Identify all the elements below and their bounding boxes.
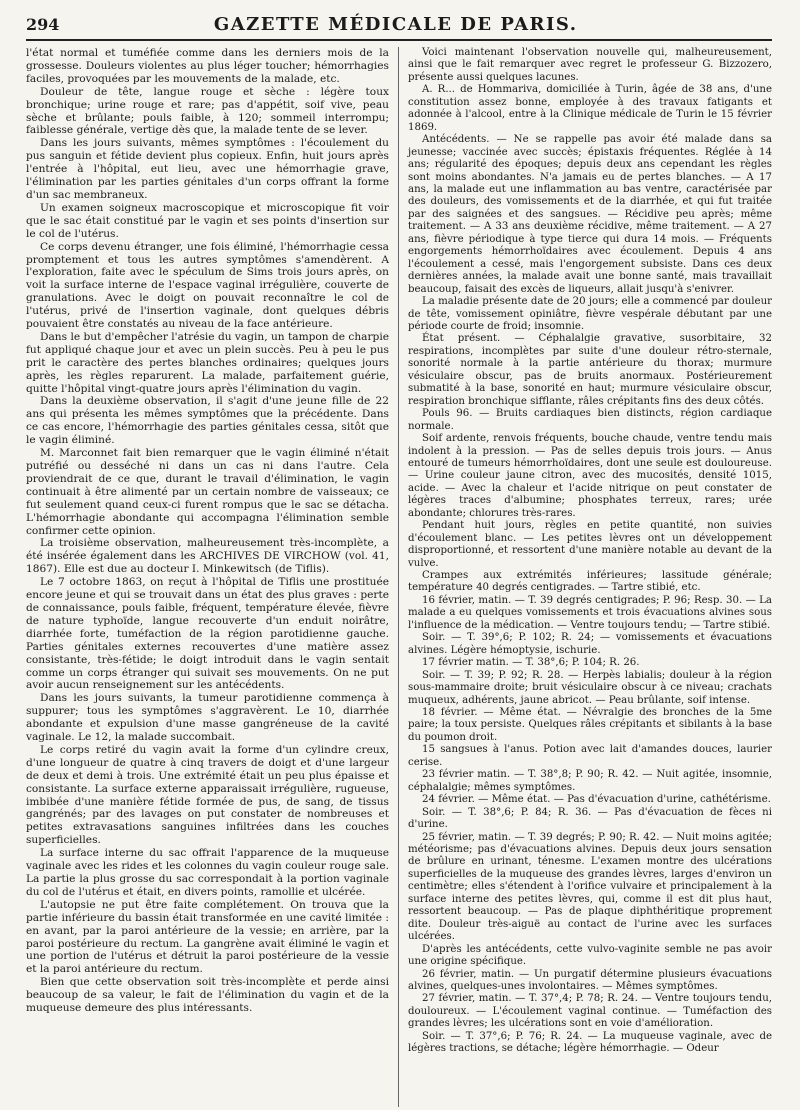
paragraph: 27 février, matin. — T. 37°,4; P. 78; R. 24. — Ventre toujours tendu, douloureux. — L'écoulement vaginal continue. — Tuméfaction des grandes lèvres; les ulcérations sont en voie d'amélioration. [408, 993, 772, 1030]
paragraph: 26 février, matin. — Un purgatif détermine plusieurs évacuations alvines, quelques-unes involontaires. — Mêmes symptômes. [408, 968, 772, 992]
paragraph: Dans la deuxième observation, il s'agit d'une jeune fille de 22 ans qui présenta les mêmes symptômes que la précédente. Dans ce cas encore, l'hémorrhagie des parties génitales cessa, sitôt que le vagin éliminé. [26, 395, 389, 447]
page-header [26, 14, 772, 41]
paragraph: 17 février matin. — T. 38°,6; P. 104; R. 26. [422, 657, 640, 669]
paragraph: Dans les jours suivants, la tumeur parotidienne commença à suppurer; tous les symptômes s'aggravèrent. Le 10, diarrhée abondante et expulsion d'une masse gangréneuse de la cavité vaginale. Le 12, la malade succombait. [26, 692, 389, 744]
paragraph: 16 février, matin. — T. 39 degrés centigrades; P. 96; Resp. 30. — La malade a eu quelques vomissements et trois évacuations alvines sous l'influence de la médication. — Ventre toujours tendu; — Tartre stibié. [408, 594, 772, 631]
paragraph: Pouls 96. — Bruits cardiaques bien distincts, région cardiaque normale. [408, 408, 772, 432]
paragraph: La surface interne du sac offrait l'apparence de la muqueuse vaginale avec les rides et les colonnes du vagin couleur rouge sale. La partie la plus grosse du sac correspondait à la portion vaginale du col de l'utérus et était, en divers points, ramollie et ulcérée. [26, 847, 389, 898]
paragraph: Soif ardente, renvois fréquents, bouche chaude, ventre tendu mais indolent à la pression. — Pas de selles depuis trois jours. — Anus entouré de tumeurs hémorrhoïdaires, dont une seule est douloureuse. — Urine couleur jaune citron, avec des mucosités, densité 1015, acide. — Avec la chaleur et l'acide nitrique on peut constater de légères traces d'albumine; phosphates terreux, rares; urée abondante; chlorures très-rares. [408, 433, 772, 519]
paragraph: Le corps retiré du vagin avait la forme d'un cylindre creux, d'une longueur de quatre à cinq travers de doigt et d'une largeur de deux et demi à trois. Une extrémité était un peu plus épaisse et consistante. La surface externe apparaissait irrégulière, rugueuse, imbibée d'une manière fétide formée de pus, de sang, de tissus gangrénés; par des lavages on put constater de nombreuses et petites extravasations sanguines infiltrées dans les couches superficielles. [26, 743, 389, 847]
paragraph: La maladie présente date de 20 jours; elle a commencé par douleur de tête, vomissement opiniâtre, fièvre vespérale débutant par une période courte de froid; insomnie. [408, 296, 772, 332]
left-column [26, 47, 399, 1107]
paragraph: Douleur de tête, langue rouge et sèche : légère toux bronchique; urine rouge et rare; pas d'appétit, soif vive, peau sèche et brûlante; pouls faible, à 120; sommeil interrompu; faiblesse générale, vertige dès que, la malade tente de se lever. [26, 85, 389, 137]
paragraph: M. Marconnet fait bien remarquer que le vagin éliminé n'était putréfié ou desséché ni dans un cas ni dans l'autre. Cela proviendrait de ce que, durant le travail d'élimination, le vagin continuait à être alimenté par un certain nombre de vaisseaux; ce fut seulement quand ceux-ci furent rompus que le sac se détacha. L'hémorrhagie abondante qui accompagna l'élimination semble confirmer cette opinion. [26, 447, 389, 537]
paragraph: La troisième observation, malheureusement très-incomplète, a été insérée également dans les ARCHIVES DE VIRCHOW (vol. 41, 1867). Elle est due au docteur I. Minkewitsch (de Tiflis). [26, 537, 389, 576]
paragraph: Un examen soigneux macroscopique et microscopique fit voir que le sac était constitué par le vagin et ses points d'insertion sur le col de l'utérus. [26, 201, 389, 240]
paragraph: Bien que cette observation soit très-incomplète et perde ainsi beaucoup de sa valeur, le fait de l'élimination du vagin et de la muqueuse demeure des plus intéressants. [26, 976, 389, 1015]
paragraph: A. R... de Hommariva, domiciliée à Turin, âgée de 38 ans, d'une constitution assez bonne, employée à des travaux fatigants et adonnée à l'alcool, entre à la Clinique médicale de Turin le 15 février 1869. [408, 84, 772, 133]
paragraph: Voici maintenant l'observation nouvelle qui, malheureusement, ainsi que le fait remarquer avec regret le professeur G. Bizzozero, présente aussi quelques lacunes. [408, 47, 772, 83]
paragraph: 15 sangsues à l'anus. Potion avec lait d'amandes douces, laurier cerise. [408, 744, 772, 768]
paragraph: Ce corps devenu étranger, une fois éliminé, l'hémorrhagie cessa promptement et tous les autres symptômes s'amendèrent. A l'exploration, faite avec le spéculum de Sims trois jours après, on voit la surface interne de l'espace vaginal irrégulière, couverte de granulations. Avec le doigt on pouvait reconnaître le col de l'utérus, privé de l'insertion vaginale, dont quelques débris pouvaient être constatés au niveau de la face antérieure. [26, 240, 389, 331]
paragraph: 23 février matin. — T. 38°,8; P. 90; R. 42. — Nuit agitée, insomnie, céphalalgie; mêmes symptômes. [408, 769, 772, 793]
paragraph: Soir. — T. 37°,6; P. 76; R. 24. — La muqueuse vaginale, avec de légères tractions, se détache; légère hémorrhagie. — Odeur [408, 1030, 772, 1055]
paragraph: l'état normal et tuméfiée comme dans les derniers mois de la grossesse. Douleurs violentes au plus léger toucher; hémorrhagies faciles, provoquées par les mouvements de la malade, etc. [26, 47, 389, 85]
page-number: 294 [26, 15, 60, 34]
paragraph: Soir. — T. 39; P. 92; R. 28. — Herpès labialis; douleur à la région sous-mammaire droite; bruit vésiculaire obscur à ce niveau; crachats muqueux, adhérents, jaune abricot. — Peau brûlante, soif intense. [408, 669, 772, 706]
paragraph: Soir. — T. 39°,6; P. 102; R. 24; — vomissements et évacuations alvines. Légère hémoptysie, ischurie. [408, 632, 772, 656]
paragraph: Le 7 octobre 1863, on reçut à l'hôpital de Tiflis une prostituée encore jeune et qui se trouvait dans un état des plus graves : perte de connaissance, pouls faible, fréquent, température élevée, fièvre de nature typhoïde, langue recouverte d'un enduit noirâtre, diarrhée forte, tuméfaction de la région parotidienne gauche. Parties génitales externes recouvertes d'une matière assez consistante, très-fétide; le doigt introduit dans le vagin sentait comme un corps étranger qui suivait ses mouvements. On ne put avoir aucun renseignement sur les antécédents. [26, 576, 389, 692]
paragraph: 18 février. — Même état. — Névralgie des bronches de la 5me paire; la toux persiste. Quelques râles crépitants et sibilants à la base du poumon droit. [408, 707, 772, 743]
paragraph: Dans les jours suivants, mêmes symptômes : l'écoulement du pus sanguin et fétide devient plus copieux. Enfin, huit jours après l'entrée à l'hôpital, eut lieu, avec une hémorrhagie grave, l'élimination par les parties génitales d'un corps offrant la forme d'un sac membraneux. [26, 137, 389, 201]
paragraph: 24 février. — Même état. — Pas d'évacuation d'urine, cathétérisme. [422, 794, 771, 806]
paragraph: Soir. — T. 38°,6; P. 84; R. 36. — Pas d'évacuation de fèces ni d'urine. [408, 806, 772, 831]
paragraph: Dans le but d'empêcher l'atrésie du vagin, un tampon de charpie fut appliqué chaque jour et avec un plein succès. Peu à peu le pus prit le caractère des pertes blanches ordinaires; quelques jours après, les règles reparurent. La malade, parfaitement guérie, quitte l'hôpital vingt-quatre jours après l'élimination du vagin. [26, 330, 389, 395]
paragraph: Antécédents. — Ne se rappelle pas avoir été malade dans sa jeunesse; vaccinée avec succès; épistaxis fréquentes. Réglée à 14 ans; régularité des époques; depuis deux ans cependant les règles sont moins abondantes. N'a jamais eu de pertes blanches. — A 17 ans, la malade eut une inflammation au bas ventre, caractérisée par des douleurs, des vomissements et de la diarrhée, et qui fut traitée par des saignées et des sangsues. — Récidive peu après; même traitement. — A 33 ans deuxième récidive, même traitement. — A 27 ans, fièvre périodique à type tierce qui dura 14 mois. — Fréquents engorgements hémorrhoïdaires avec écoulement. Depuis 4 ans l'écoulement a cessé, mais l'engorgement subsiste. Dans ces deux dernières années, la malade avait une bonne santé, mais travaillait beaucoup, faisait des excès de liqueurs, allait jusqu'à s'enivrer. [408, 134, 772, 295]
paragraph: Pendant huit jours, règles en petite quantité, non suivies d'écoulement blanc. — Les petites lèvres ont un développement disproportionné, et ressortent d'une manière notable au devant de la vulve. [408, 520, 772, 569]
journal-title: GAZETTE MÉDICALE DE PARIS. [213, 14, 578, 35]
right-column [399, 47, 772, 1107]
paragraph: État présent. — Céphalalgie gravative, susorbitaire, 32 respirations, incomplètes par suite d'une douleur rétro-sternale, sonorité normale à la partie antérieure du thorax; murmure vésiculaire obscur, pas de bruits anormaux. Postérieurement submatité à la base, sonorité en haut; murmure vésiculaire obscur, respiration bronchique sifflante, râles crépitants fins des deux côtés. [408, 333, 772, 407]
paragraph: L'autopsie ne put être faite complétement. On trouva que la partie inférieure du bassin était transformée en une cavité limitée : en avant, par la paroi antérieure de la vessie; en arrière, par la paroi postérieure du rectum. La gangrène avait éliminé le vagin et une portion de l'utérus et détruit la paroi postérieure de la vessie et la paroi antérieure du rectum. [26, 898, 389, 976]
paragraph: 25 février, matin. — T. 39 degrés; P. 90; R. 42. — Nuit moins agitée; météorisme; pas d'évacuations alvines. Depuis deux jours sensation de brûlure en urinant, ténesme. L'examen montre des ulcérations superficielles de la muqueuse des grandes lèvres, larges d'environ un centimètre; elles s'étendent à l'orifice vulvaire et principalement à la surface interne des petites lèvres, qui, comme il est dit plus haut, ressortent beaucoup. — Pas de plaque diphthéritique proprement dite. Douleur très-aiguë au contact de l'urine avec les surfaces ulcérées. [408, 831, 772, 943]
paragraph: D'après les antécédents, cette vulvo-vaginite semble ne pas avoir une origine spécifique. [408, 943, 772, 968]
paragraph: Crampes aux extrémités inférieures; lassitude générale; température 40 degrés centigrades. — Tartre stibié, etc. [408, 570, 772, 594]
text-columns [26, 47, 772, 1107]
